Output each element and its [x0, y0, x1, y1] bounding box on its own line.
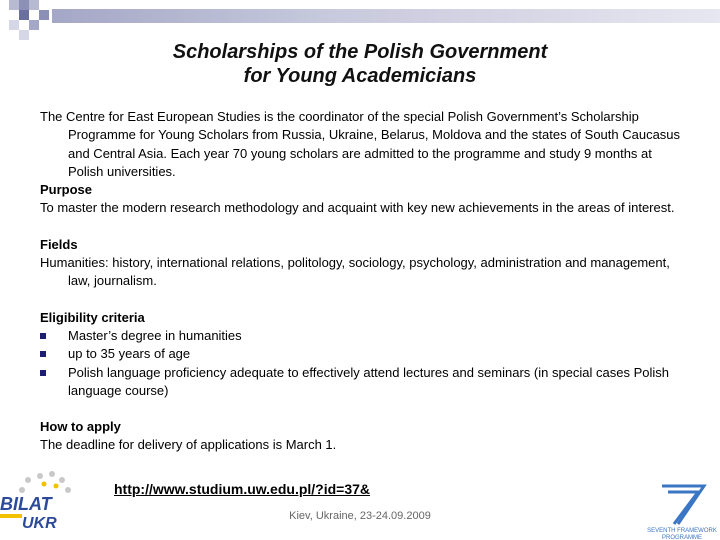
fp7-seven-icon: [662, 486, 704, 524]
top-banner: [0, 0, 720, 40]
banner-square: [9, 0, 19, 10]
purpose-text: To master the modern research methodology and acquaint with key new achievements in the areas of interest.: [40, 200, 675, 216]
slide-body: [40, 108, 690, 455]
logo-right-text-1: SEVENTH FRAMEWORK: [647, 528, 717, 534]
apply-text: The deadline for delivery of applications is March 1.: [40, 437, 337, 453]
bullet-icon: [40, 370, 46, 376]
scholarship-link[interactable]: http://www.studium.uw.edu.pl/?id=37&: [114, 481, 371, 497]
fields-heading: Fields: [40, 236, 78, 252]
eligibility-item-text: Polish language proficiency adequate to effectively attend lectures and seminars (in special cases Polish language course): [68, 364, 669, 398]
banner-square: [39, 10, 49, 20]
slide-title: [0, 40, 720, 88]
banner-square: [29, 20, 39, 30]
eligibility-item: [40, 364, 690, 401]
logo-left-text-1: BILAT: [0, 494, 52, 514]
bilat-ukr-logo: [0, 466, 120, 540]
footer-text: Kiev, Ukraine, 23-24.09.2009: [289, 510, 431, 522]
eligibility-item: [40, 327, 690, 345]
bullet-icon: [40, 333, 46, 339]
banner-square: [29, 0, 39, 10]
eligibility-item-text: Master’s degree in humanities: [68, 327, 242, 343]
banner-square: [9, 20, 19, 30]
intro-paragraph: The Centre for East European Studies is the coordinator of the special Polish Government’s Scholarship Programme for Young Scholars from Russia, Ukraine, Belarus, Moldova and the states of South Caucasus and Central Asia. Each year 70 young scholars are admitted to the programme and study 9 months at Polish universities.: [40, 109, 681, 179]
eligibility-item-text: up to 35 years of age: [68, 346, 191, 362]
fp7-logo: [644, 478, 720, 540]
logo-left-text-2: UKR: [22, 515, 57, 532]
logo-right-text-2: PROGRAMME: [661, 535, 703, 540]
eligibility-heading: Eligibility criteria: [40, 309, 145, 325]
banner-square: [19, 0, 29, 10]
eligibility-item: [40, 345, 690, 363]
purpose-heading: Purpose: [40, 182, 93, 198]
banner-square: [19, 30, 29, 40]
apply-heading: How to apply: [40, 419, 121, 435]
banner-bar: [52, 9, 720, 23]
banner-square: [19, 10, 29, 20]
title-line-1: Scholarships of the Polish Government: [172, 41, 548, 63]
title-line-2: for Young Academicians: [243, 65, 477, 87]
bullet-icon: [40, 351, 46, 357]
fields-text: Humanities: history, international relations, politology, sociology, psychology, administration and management, law, journalism.: [40, 255, 670, 289]
